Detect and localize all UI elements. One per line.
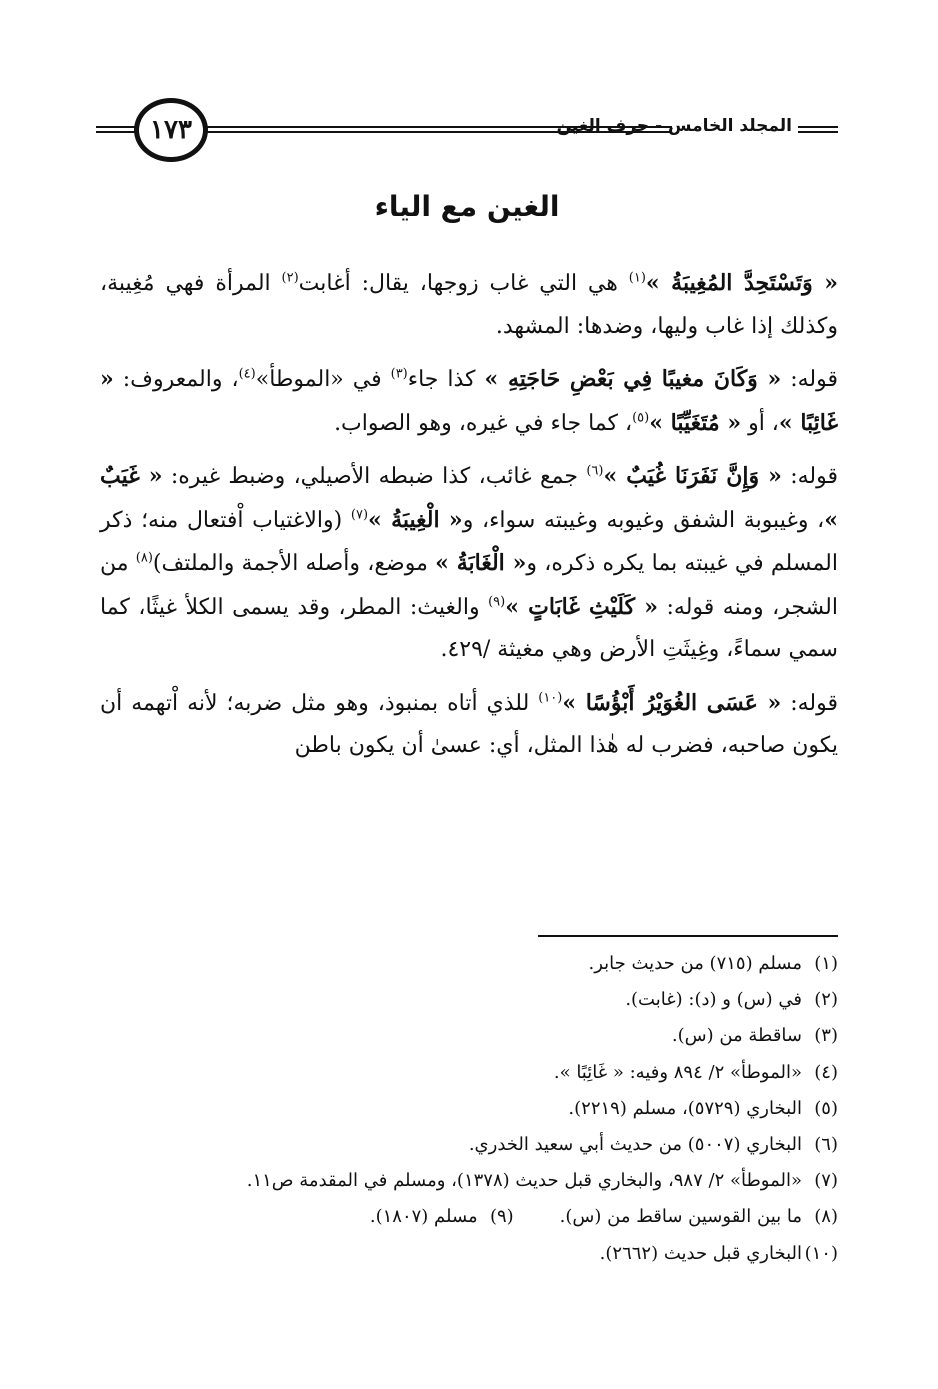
paragraph-text: المرأة فهي مُغِيبة، وكذلك إذا غاب وليها، وضدها: المشهد. [100, 271, 838, 339]
footnote-ref: (٨) [135, 550, 153, 566]
footnotes [100, 946, 838, 1272]
footnote-number: (٤) [814, 1061, 838, 1083]
quoted-term: « كَلَيْثِ غَابَاتٍ » [505, 593, 658, 620]
footnote-text: في (س) و (د): (غابت). [625, 989, 802, 1011]
header-rule-left [96, 126, 138, 133]
footnote-ref: (٧) [350, 507, 369, 523]
paragraph-text: موضع، وأصله الأجمة والملتف) [152, 551, 436, 576]
footnote-number: (٧) [814, 1170, 838, 1192]
footnote-text: البخاري قبل حديث (٢٦٦٢). [599, 1242, 802, 1264]
body-text [100, 262, 838, 778]
paragraph-text: ، وغيبوبة الشفق وغيوبه وغيبته سواء، و [462, 507, 825, 533]
footnote-number: (٢) [814, 989, 838, 1011]
footnote-item [100, 1199, 838, 1235]
footnote-number: (١) [814, 953, 838, 974]
quoted-term: « وَكَانَ مغيبًا فِي بَعْضِ حَاجَتِهِ » [484, 366, 782, 392]
footnote-ref: (٤) [238, 366, 256, 382]
footnote-text: مسلم (٧١٥) من حديث جابر. [588, 953, 802, 974]
quoted-term: « الْغِيبَةُ » [368, 506, 463, 533]
paragraph-text: كذا جاء [407, 367, 485, 392]
paragraph-text: (والاغتياب اْفتعال منه؛ ذكر المسلم في غيبته بما يكره ذكره، و [100, 507, 838, 576]
footnote-number: (٩) [489, 1206, 514, 1228]
footnote-ref: (٥) [632, 410, 650, 426]
paragraph-text: ، والمعروف: [113, 367, 239, 392]
quoted-term: « مُتَغَيِّبًا » [649, 409, 742, 436]
page-number: ١٧٣ [134, 98, 208, 162]
quoted-term: « عَسَى الغُوَيْرُ أَبْؤُسًا » [562, 689, 782, 716]
paragraph-text: قوله: [781, 464, 839, 489]
paragraph-4 [100, 682, 838, 768]
footnote-number: (٨) [814, 1206, 838, 1228]
paragraph-text: ، كما جاء في غيره، وهو الصواب. [334, 410, 633, 436]
paragraph-text: قوله: [781, 690, 838, 716]
paragraph-text: من الشجر، ومنه قوله: [100, 551, 838, 620]
footnote-ref: (٩) [488, 594, 506, 610]
chapter-title: الغين مع الياء [374, 190, 560, 223]
paragraph-text: في «الموطأ» [255, 367, 391, 392]
quoted-term: « غَائِبًا » [100, 366, 838, 436]
footnote-item [100, 1055, 838, 1091]
footnote-text: «الموطأ» ٢/ ٩٨٧، والبخاري قبل حديث (١٣٧٨)، ومسلم في المقدمة ص١١. [246, 1170, 802, 1192]
footnote-ref: (٦) [586, 463, 604, 479]
footnote-text: «الموطأ» ٢/ ٨٩٤ وفيه: « غَائِبًا ». [553, 1061, 802, 1083]
quoted-term: « وَإِنَّ نَفَرَنَا غُيَبٌ » [603, 463, 782, 489]
footnote-ref: (١) [628, 270, 646, 286]
footnote-ref: (٢) [281, 270, 299, 286]
paragraph-3 [100, 455, 838, 672]
footnote-ref: (٣) [390, 366, 408, 382]
quoted-term: « غَيَبٌ » [100, 463, 838, 533]
footnote-number: (٦) [814, 1134, 838, 1156]
footnote-separator [538, 935, 838, 937]
page-header [96, 96, 838, 172]
footnote-text: ما بين القوسين ساقط من (س). [559, 1206, 802, 1228]
paragraph-2 [100, 358, 838, 445]
paragraph-text: هي التي غاب زوجها، يقال: أغابت [298, 271, 629, 296]
footnote-number: (١٠) [804, 1242, 838, 1264]
footnote-item [100, 1018, 838, 1054]
footnote-item [100, 982, 838, 1018]
footnote-text: البخاري (٥٠٠٧) من حديث أبي سعيد الخدري. [468, 1134, 802, 1156]
footnote-item [100, 946, 838, 982]
footnote-item [100, 1163, 838, 1199]
quoted-term: « وَتَسْتَحِدَّ المُغِيبَةُ » [645, 270, 838, 296]
header-rule-right [798, 126, 838, 133]
paragraph-text: قوله: [781, 367, 838, 392]
footnote-text: مسلم (١٨٠٧). [369, 1206, 478, 1228]
footnote-number: (٣) [814, 1025, 838, 1047]
footnote-text: ساقطة من (س). [671, 1025, 802, 1047]
quoted-term: « الْغَابَةُ » [435, 550, 527, 576]
paragraph-text: ، أو [741, 410, 779, 436]
footnote-item [100, 1236, 838, 1272]
paragraph-text: للذي أتاه بمنبوذ، وهو مثل ضربه؛ لأنه اْتهمه أن يكون صاحبه، فضرب له هٰذا المثل، أي: عسىٰ أن يكون باطن [100, 690, 838, 758]
footnote-number: (٥) [814, 1097, 838, 1119]
running-title: المجلد الخامس - حرف الغين [556, 116, 792, 136]
footnote-text: البخاري (٥٧٢٩)، مسلم (٢٢١٩). [568, 1097, 802, 1119]
paragraph-1 [100, 262, 838, 348]
paragraph-text: جمع غائب، كذا ضبطه الأصيلي، وضبط غيره: [162, 464, 587, 489]
paragraph-text: والغيث: المطر، وقد يسمى الكلأ غيثًا، كما سمي سماءً، وغِيثَتِ الأرض وهي مغيثة /٤٢٩. [100, 594, 838, 662]
footnote-item [100, 1091, 838, 1127]
footnote-ref: (١٠) [538, 690, 563, 706]
footnote-item [100, 1127, 838, 1163]
